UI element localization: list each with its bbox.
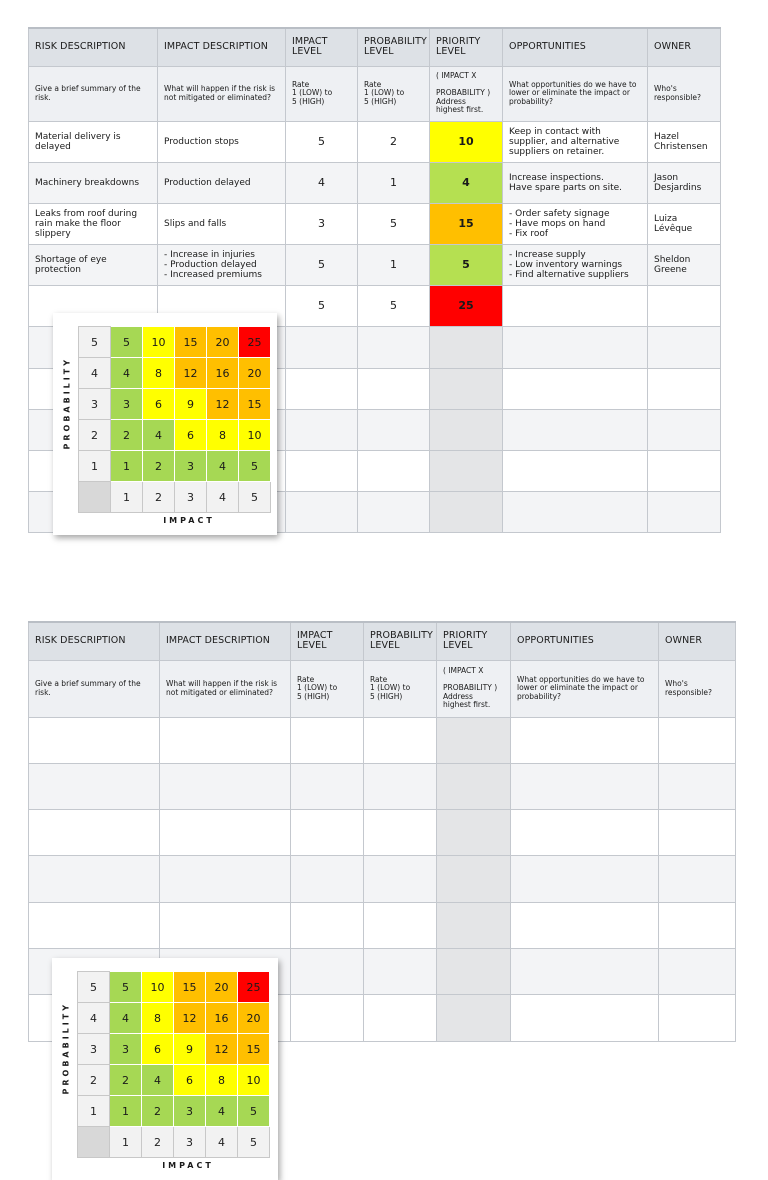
matrix-cell: 8 xyxy=(142,1003,174,1034)
matrix-cell: 8 xyxy=(207,420,239,451)
priority-level-cell[interactable]: 5 xyxy=(430,245,503,286)
probability-level-cell[interactable]: 1 xyxy=(358,245,430,286)
opportunities-cell[interactable]: Increase inspections. Have spare parts on site. xyxy=(503,162,648,203)
opportunities-cell[interactable] xyxy=(511,948,659,994)
impact-level-cell[interactable] xyxy=(291,717,364,763)
impact-level-cell[interactable]: 3 xyxy=(286,203,358,244)
owner-cell[interactable] xyxy=(648,492,721,533)
probability-level-cell[interactable] xyxy=(358,409,430,450)
matrix-cell: 20 xyxy=(207,327,239,358)
impact-description-cell[interactable] xyxy=(160,856,291,902)
impact-level-cell[interactable] xyxy=(291,902,364,948)
opportunities-cell[interactable] xyxy=(503,451,648,492)
matrix-cell: 5 xyxy=(238,1096,270,1127)
table-row xyxy=(29,245,721,286)
probability-level-cell[interactable] xyxy=(358,368,430,409)
col-priority-level: PRIORITY LEVEL xyxy=(430,28,503,66)
risk-description-cell[interactable] xyxy=(29,717,160,763)
sub-owner: Who's responsible? xyxy=(659,660,736,717)
probability-tick: 3 xyxy=(78,1034,110,1065)
owner-cell[interactable] xyxy=(648,368,721,409)
col-probability-level: PROBABILITY LEVEL xyxy=(364,622,437,660)
matrix-cell: 8 xyxy=(206,1065,238,1096)
impact-level-cell[interactable]: 4 xyxy=(286,162,358,203)
probability-tick: 2 xyxy=(79,420,111,451)
impact-tick: 5 xyxy=(238,1127,270,1158)
col-priority-level: PRIORITY LEVEL xyxy=(437,622,511,660)
probability-tick: 1 xyxy=(78,1096,110,1127)
matrix-cell: 6 xyxy=(174,1065,206,1096)
matrix-cell: 15 xyxy=(174,972,206,1003)
sub-risk: Give a brief summary of the risk. xyxy=(29,66,158,121)
impact-tick: 1 xyxy=(110,1127,142,1158)
probability-level-cell[interactable] xyxy=(364,810,437,856)
probability-level-cell[interactable] xyxy=(358,492,430,533)
impact-tick: 3 xyxy=(175,482,207,513)
risk-matrix-card xyxy=(53,313,277,535)
sub-opportunities: What opportunities do we have to lower or eliminate the impact or probability? xyxy=(511,660,659,717)
risk-matrix-grid xyxy=(77,971,270,1158)
sub-impact-level: Rate 1 (LOW) to 5 (HIGH) xyxy=(286,66,358,121)
impact-level-cell[interactable] xyxy=(291,856,364,902)
owner-cell[interactable]: Jason Desjardins xyxy=(648,162,721,203)
matrix-cell: 6 xyxy=(175,420,207,451)
probability-level-cell[interactable]: 2 xyxy=(358,121,430,162)
opportunities-cell[interactable] xyxy=(511,902,659,948)
owner-cell[interactable] xyxy=(659,902,736,948)
col-impact-description: IMPACT DESCRIPTION xyxy=(158,28,286,66)
matrix-cell: 1 xyxy=(111,451,143,482)
impact-level-cell[interactable] xyxy=(286,492,358,533)
matrix-cell: 4 xyxy=(207,451,239,482)
probability-level-cell[interactable]: 5 xyxy=(358,286,430,327)
probability-tick: 4 xyxy=(78,1003,110,1034)
owner-cell[interactable] xyxy=(659,856,736,902)
probability-level-cell[interactable] xyxy=(364,948,437,994)
impact-level-cell[interactable] xyxy=(291,995,364,1041)
matrix-cell: 10 xyxy=(239,420,271,451)
owner-cell[interactable] xyxy=(659,948,736,994)
risk-description-cell[interactable]: Leaks from roof during rain make the floor slippery xyxy=(29,203,158,244)
opportunities-cell[interactable] xyxy=(511,810,659,856)
sub-impact-description: What will happen if the risk is not mitigated or eliminated? xyxy=(158,66,286,121)
owner-cell[interactable]: Sheldon Greene xyxy=(648,245,721,286)
risk-description-cell[interactable] xyxy=(29,763,160,809)
opportunities-cell[interactable] xyxy=(503,368,648,409)
sub-impact-description: What will happen if the risk is not mitigated or eliminated? xyxy=(160,660,291,717)
probability-level-cell[interactable]: 1 xyxy=(358,162,430,203)
matrix-cell: 4 xyxy=(142,1065,174,1096)
matrix-cell: 4 xyxy=(143,420,175,451)
matrix-cell: 4 xyxy=(206,1096,238,1127)
probability-axis-label: PROBABILITY xyxy=(61,1001,71,1095)
impact-description-cell[interactable]: Slips and falls xyxy=(158,203,286,244)
owner-cell[interactable] xyxy=(659,763,736,809)
risk-description-cell[interactable] xyxy=(29,902,160,948)
impact-tick: 3 xyxy=(174,1127,206,1158)
impact-level-cell[interactable] xyxy=(291,810,364,856)
risk-description-cell[interactable] xyxy=(29,810,160,856)
matrix-cell: 2 xyxy=(111,420,143,451)
matrix-cell: 2 xyxy=(142,1096,174,1127)
matrix-cell: 25 xyxy=(239,327,271,358)
owner-cell[interactable] xyxy=(648,286,721,327)
probability-axis-label: PROBABILITY xyxy=(62,356,72,450)
probability-tick: 2 xyxy=(78,1065,110,1096)
matrix-cell: 9 xyxy=(175,389,207,420)
impact-tick: 2 xyxy=(142,1127,174,1158)
opportunities-cell[interactable]: Keep in contact with supplier, and alternative suppliers on retainer. xyxy=(503,121,648,162)
col-opportunities: OPPORTUNITIES xyxy=(511,622,659,660)
owner-cell[interactable]: Hazel Christensen xyxy=(648,121,721,162)
risk-description-cell[interactable] xyxy=(29,856,160,902)
matrix-cell: 5 xyxy=(111,327,143,358)
opportunities-cell[interactable] xyxy=(503,409,648,450)
matrix-cell: 2 xyxy=(143,451,175,482)
probability-level-cell[interactable] xyxy=(358,451,430,492)
impact-description-cell[interactable]: Production delayed xyxy=(158,162,286,203)
col-impact-level: IMPACT LEVEL xyxy=(286,28,358,66)
impact-tick: 5 xyxy=(239,482,271,513)
matrix-cell: 3 xyxy=(111,389,143,420)
risk-matrix-card xyxy=(52,958,278,1180)
impact-description-cell[interactable] xyxy=(160,763,291,809)
opportunities-cell[interactable] xyxy=(503,492,648,533)
matrix-cell: 2 xyxy=(110,1065,142,1096)
probability-level-cell[interactable] xyxy=(364,856,437,902)
probability-tick: 3 xyxy=(79,389,111,420)
impact-axis-label: IMPACT xyxy=(162,1161,214,1170)
impact-tick: 4 xyxy=(206,1127,238,1158)
probability-level-cell[interactable] xyxy=(364,995,437,1041)
owner-cell[interactable]: Luiza Lévêque xyxy=(648,203,721,244)
priority-level-cell[interactable] xyxy=(437,763,511,809)
opportunities-cell[interactable] xyxy=(503,286,648,327)
priority-level-cell[interactable] xyxy=(430,409,503,450)
opportunities-cell[interactable]: - Increase supply - Low inventory warnings - Find alternative suppliers xyxy=(503,245,648,286)
priority-level-cell[interactable] xyxy=(430,327,503,368)
owner-cell[interactable] xyxy=(659,810,736,856)
impact-level-cell[interactable] xyxy=(286,368,358,409)
matrix-cell: 6 xyxy=(142,1034,174,1065)
col-impact-level: IMPACT LEVEL xyxy=(291,622,364,660)
matrix-cell: 12 xyxy=(175,358,207,389)
probability-tick: 4 xyxy=(79,358,111,389)
matrix-cell: 1 xyxy=(110,1096,142,1127)
risk-description-cell[interactable]: Machinery breakdowns xyxy=(29,162,158,203)
col-opportunities: OPPORTUNITIES xyxy=(503,28,648,66)
matrix-cell: 4 xyxy=(110,1003,142,1034)
matrix-cell: 10 xyxy=(142,972,174,1003)
owner-cell[interactable] xyxy=(648,327,721,368)
priority-level-cell[interactable] xyxy=(430,368,503,409)
impact-description-cell[interactable]: Production stops xyxy=(158,121,286,162)
table-row xyxy=(29,203,721,244)
col-impact-description: IMPACT DESCRIPTION xyxy=(160,622,291,660)
matrix-cell: 16 xyxy=(207,358,239,389)
opportunities-cell[interactable] xyxy=(503,327,648,368)
impact-tick: 4 xyxy=(207,482,239,513)
probability-tick: 5 xyxy=(78,972,110,1003)
sub-impact-level: Rate 1 (LOW) to 5 (HIGH) xyxy=(291,660,364,717)
impact-description-cell[interactable] xyxy=(160,902,291,948)
table-row xyxy=(29,902,736,948)
impact-tick: 2 xyxy=(143,482,175,513)
priority-level-cell[interactable] xyxy=(437,948,511,994)
matrix-cell: 9 xyxy=(174,1034,206,1065)
matrix-cell: 5 xyxy=(239,451,271,482)
impact-level-cell[interactable]: 5 xyxy=(286,245,358,286)
priority-level-cell[interactable]: 10 xyxy=(430,121,503,162)
priority-level-cell[interactable] xyxy=(437,810,511,856)
opportunities-cell[interactable]: - Order safety signage - Have mops on hand - Fix roof xyxy=(503,203,648,244)
priority-level-cell[interactable] xyxy=(437,856,511,902)
priority-level-cell[interactable]: 4 xyxy=(430,162,503,203)
matrix-cell: 4 xyxy=(111,358,143,389)
owner-cell[interactable] xyxy=(659,995,736,1041)
impact-level-cell[interactable] xyxy=(291,763,364,809)
matrix-cell: 15 xyxy=(238,1034,270,1065)
probability-level-cell[interactable] xyxy=(364,763,437,809)
matrix-cell: 5 xyxy=(110,972,142,1003)
matrix-cell: 12 xyxy=(207,389,239,420)
matrix-cell: 10 xyxy=(143,327,175,358)
probability-tick: 1 xyxy=(79,451,111,482)
table-row xyxy=(29,121,721,162)
impact-level-cell[interactable]: 5 xyxy=(286,121,358,162)
matrix-corner xyxy=(78,1127,110,1158)
risk-description-cell[interactable]: Shortage of eye protection xyxy=(29,245,158,286)
impact-level-cell[interactable] xyxy=(286,451,358,492)
impact-description-cell[interactable]: - Increase in injuries - Production delayed - Increased premiums xyxy=(158,245,286,286)
opportunities-cell[interactable] xyxy=(511,717,659,763)
risk-description-cell[interactable]: Material delivery is delayed xyxy=(29,121,158,162)
col-owner: OWNER xyxy=(659,622,736,660)
impact-level-cell[interactable] xyxy=(286,409,358,450)
matrix-cell: 25 xyxy=(238,972,270,1003)
priority-level-cell[interactable] xyxy=(437,902,511,948)
priority-level-cell[interactable] xyxy=(437,995,511,1041)
matrix-cell: 6 xyxy=(143,389,175,420)
matrix-corner xyxy=(79,482,111,513)
priority-level-cell[interactable] xyxy=(430,492,503,533)
probability-level-cell[interactable] xyxy=(364,717,437,763)
matrix-cell: 12 xyxy=(174,1003,206,1034)
col-risk-description: RISK DESCRIPTION xyxy=(29,622,160,660)
impact-description-cell[interactable] xyxy=(160,717,291,763)
sub-owner: Who's responsible? xyxy=(648,66,721,121)
opportunities-cell[interactable] xyxy=(511,763,659,809)
table-row xyxy=(29,717,736,763)
owner-cell[interactable] xyxy=(648,451,721,492)
table-row xyxy=(29,162,721,203)
table-row xyxy=(29,810,736,856)
matrix-cell: 20 xyxy=(239,358,271,389)
table-row xyxy=(29,763,736,809)
sub-probability-level: Rate 1 (LOW) to 5 (HIGH) xyxy=(358,66,430,121)
col-owner: OWNER xyxy=(648,28,721,66)
col-probability-level: PROBABILITY LEVEL xyxy=(358,28,430,66)
sub-risk: Give a brief summary of the risk. xyxy=(29,660,160,717)
matrix-cell: 15 xyxy=(175,327,207,358)
sub-probability-level: Rate 1 (LOW) to 5 (HIGH) xyxy=(364,660,437,717)
impact-level-cell[interactable] xyxy=(286,327,358,368)
col-risk-description: RISK DESCRIPTION xyxy=(29,28,158,66)
impact-description-cell[interactable] xyxy=(160,810,291,856)
probability-tick: 5 xyxy=(79,327,111,358)
priority-level-cell[interactable]: 25 xyxy=(430,286,503,327)
priority-level-cell[interactable] xyxy=(437,717,511,763)
sub-opportunities: What opportunities do we have to lower or eliminate the impact or probability? xyxy=(503,66,648,121)
impact-tick: 1 xyxy=(111,482,143,513)
probability-level-cell[interactable] xyxy=(358,327,430,368)
sub-priority-level: ( IMPACT X PROBABILITY ) Address highest first. xyxy=(430,66,503,121)
matrix-cell: 3 xyxy=(110,1034,142,1065)
matrix-cell: 3 xyxy=(175,451,207,482)
matrix-cell: 10 xyxy=(238,1065,270,1096)
owner-cell[interactable] xyxy=(648,409,721,450)
opportunities-cell[interactable] xyxy=(511,995,659,1041)
impact-level-cell[interactable] xyxy=(291,948,364,994)
matrix-cell: 12 xyxy=(206,1034,238,1065)
probability-level-cell[interactable]: 5 xyxy=(358,203,430,244)
matrix-cell: 20 xyxy=(206,972,238,1003)
impact-level-cell[interactable]: 5 xyxy=(286,286,358,327)
matrix-cell: 20 xyxy=(238,1003,270,1034)
probability-level-cell[interactable] xyxy=(364,902,437,948)
priority-level-cell[interactable]: 15 xyxy=(430,203,503,244)
matrix-cell: 16 xyxy=(206,1003,238,1034)
owner-cell[interactable] xyxy=(659,717,736,763)
impact-axis-label: IMPACT xyxy=(163,516,215,525)
matrix-cell: 8 xyxy=(143,358,175,389)
table-row xyxy=(29,856,736,902)
matrix-cell: 15 xyxy=(239,389,271,420)
matrix-cell: 3 xyxy=(174,1096,206,1127)
priority-level-cell[interactable] xyxy=(430,451,503,492)
opportunities-cell[interactable] xyxy=(511,856,659,902)
sub-priority-level: ( IMPACT X PROBABILITY ) Address highest first. xyxy=(437,660,511,717)
risk-matrix-grid xyxy=(78,326,271,513)
